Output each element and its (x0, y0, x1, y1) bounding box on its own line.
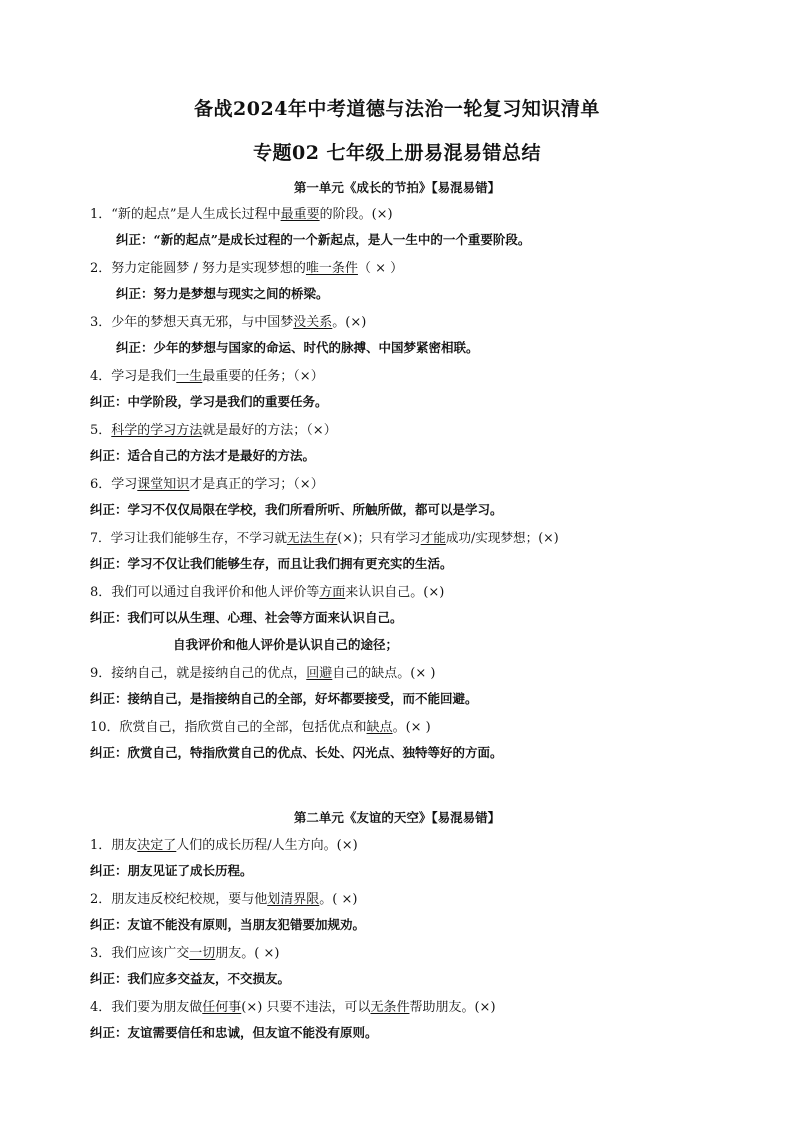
unit2-question-4: 4．我们要为朋友做任何事(×) 只要不违法，可以无条件帮助朋友。(×) (90, 1000, 496, 1015)
unit1-correction-4: 纠正：中学阶段，学习是我们的重要任务。 (90, 394, 328, 409)
unit2-question-3: 3．我们应该广交一切朋友。( ×) (90, 946, 280, 961)
unit2-question-2: 2．朋友违反校纪校规，要与他划清界限。( ×) (90, 892, 358, 907)
document-title: 备战2024年中考道德与法治一轮复习知识清单 (194, 98, 600, 120)
unit1-question-10: 10．欣赏自己，指欣赏自己的全部，包括优点和缺点。(× ) (90, 720, 431, 735)
unit1-question-4: 4．学习是我们一生最重要的任务；（×） (90, 369, 324, 384)
unit1-question-1: 1．“新的起点”是人生成长过程中最重要的阶段。(×) (90, 207, 393, 222)
unit1-correction-8: 纠正：我们可以从生理、心理、社会等方面来认识自己。 (90, 610, 403, 625)
unit1-question-5: 5．科学的学习方法就是最好的方法；（×） (90, 423, 337, 438)
unit1-question-3: 3．少年的梦想天真无邪，与中国梦没关系。(×) (90, 315, 367, 330)
unit1-correction-5: 纠正：适合自己的方法才是最好的方法。 (90, 448, 316, 463)
unit1-question-7: 7．学习让我们能够生存，不学习就无法生存(×)；只有学习才能成功/实现梦想；(×) (90, 530, 559, 545)
unit1-correction-9: 纠正：接纳自己，是指接纳自己的全部，好坏都要接受，而不能回避。 (90, 691, 478, 706)
unit2-heading: 第二单元《友谊的天空》【易混易错】 (293, 810, 501, 825)
unit1-correction-6: 纠正：学习不仅仅局限在学校，我们所看所听、所触所做，都可以是学习。 (90, 502, 503, 517)
unit2-correction-1: 纠正：朋友见证了成长历程。 (90, 863, 253, 878)
unit2-correction-4: 纠正：友谊需要信任和忠诚，但友谊不能没有原则。 (90, 1025, 378, 1040)
unit1-correction-8-note: 自我评价和他人评价是认识自己的途径； (173, 637, 399, 652)
unit1-question-6: 6．学习课堂知识才是真正的学习；（×） (90, 477, 324, 492)
unit2-correction-3: 纠正：我们应多交益友，不交损友。 (90, 971, 291, 986)
unit2-question-1: 1．朋友决定了人们的成长历程/人生方向。(×) (90, 838, 358, 853)
unit1-correction-2: 纠正：努力是梦想与现实之间的桥梁。 (116, 286, 329, 301)
unit1-correction-3: 纠正：少年的梦想与国家的命运、时代的脉搏、中国梦紧密相联。 (116, 340, 479, 355)
unit1-correction-1: 纠正：“新的起点”是成长过程的一个新起点，是人一生中的一个重要阶段。 (116, 232, 531, 247)
unit1-correction-7: 纠正：学习不仅让我们能够生存，而且让我们拥有更充实的生活。 (90, 556, 453, 571)
unit1-question-9: 9．接纳自己，就是接纳自己的优点，回避自己的缺点。(× ) (90, 666, 436, 681)
unit2-correction-2: 纠正：友谊不能没有原则，当朋友犯错要加规劝。 (90, 917, 366, 932)
unit1-heading: 第一单元《成长的节拍》【易混易错】 (293, 180, 501, 195)
unit1-question-8: 8．我们可以通过自我评价和他人评价等方面来认识自己。(×) (90, 585, 445, 600)
document-subtitle: 专题02 七年级上册易混易错总结 (252, 142, 542, 164)
unit1-question-2: 2．努力定能圆梦 / 努力是实现梦想的唯一条件（ × ） (90, 261, 404, 276)
unit1-correction-10: 纠正：欣赏自己，特指欣赏自己的优点、长处、闪光点、独特等好的方面。 (90, 745, 503, 760)
